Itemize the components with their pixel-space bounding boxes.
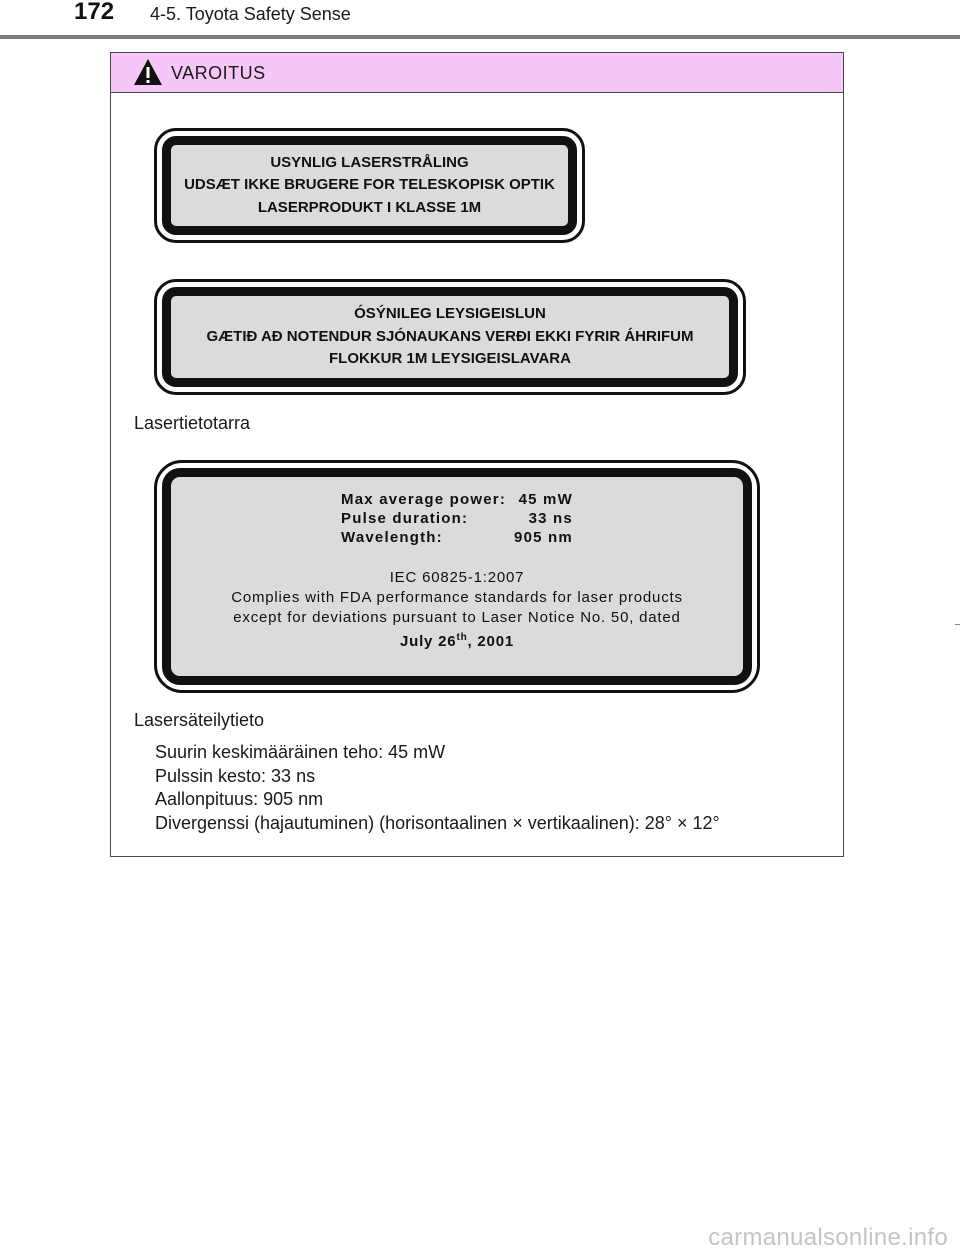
compliance-line: Complies with FDA performance standards for laser products	[231, 589, 683, 606]
info-line: Suurin keskimääräinen teho: 45 mW	[155, 742, 446, 762]
warning-title: VAROITUS	[171, 63, 266, 83]
date-suffix: , 2001	[467, 633, 514, 650]
spec-value: 45 mW	[518, 491, 573, 508]
page-number: 172	[74, 0, 115, 25]
laser-specs-label	[154, 460, 760, 693]
date-prefix: July 26	[399, 633, 457, 650]
spec-key: Pulse duration:	[341, 510, 469, 527]
warning-triangle-icon	[133, 58, 163, 86]
label-frame	[162, 287, 738, 387]
date-superscript: th	[456, 632, 468, 643]
page-header	[0, 0, 960, 40]
laser-warning-label-danish	[154, 128, 585, 243]
label-frame	[162, 136, 577, 235]
compliance-date	[231, 628, 683, 652]
spec-key: Max average power:	[341, 491, 507, 508]
label-line: LASERPRODUKT I KLASSE 1M	[257, 198, 482, 216]
label-line: UDSÆT IKKE BRUGERE FOR TELESKOPISK OPTIK	[184, 176, 555, 194]
label-line: FLOKKUR 1M LEYSIGEISLAVARA	[329, 350, 571, 368]
margin-mark	[955, 624, 960, 625]
caption-laser-info-label: Lasertietotarra	[134, 413, 251, 433]
spec-value: 33 ns	[528, 510, 573, 527]
info-line: Pulssin kesto: 33 ns	[155, 765, 316, 786]
info-line: Aallonpituus: 905 nm	[155, 789, 324, 809]
section-title: 4-5. Toyota Safety Sense	[150, 4, 351, 24]
radiation-info-list	[155, 741, 720, 835]
info-line: Divergenssi (hajautuminen) (horisontaalinen × vertikaalinen): 28° × 12°	[155, 812, 720, 833]
caption-radiation-info: Lasersäteilytieto	[134, 710, 265, 730]
warning-bar	[111, 53, 843, 93]
specs-table	[341, 491, 573, 546]
laser-warning-label-icelandic	[154, 279, 746, 395]
compliance-line: except for deviations pursuant to Laser Notice No. 50, dated	[233, 609, 681, 626]
label-frame	[162, 468, 752, 685]
spec-value: 905 nm	[514, 529, 573, 546]
standard-line: IEC 60825-1:2007	[389, 569, 525, 586]
spec-key: Wavelength:	[341, 529, 443, 546]
label-line: USYNLIG LASERSTRÅLING	[270, 153, 469, 171]
header-divider	[0, 35, 960, 39]
watermark: carmanualsonline.info	[708, 1224, 948, 1251]
label-line: GÆTIÐ AÐ NOTENDUR SJÓNAUKANS VERÐI EKKI FYRIR ÁHRIFUM	[206, 327, 694, 345]
compliance-text	[231, 568, 683, 652]
label-line: ÓSÝNILEG LEYSIGEISLUN	[354, 305, 546, 323]
